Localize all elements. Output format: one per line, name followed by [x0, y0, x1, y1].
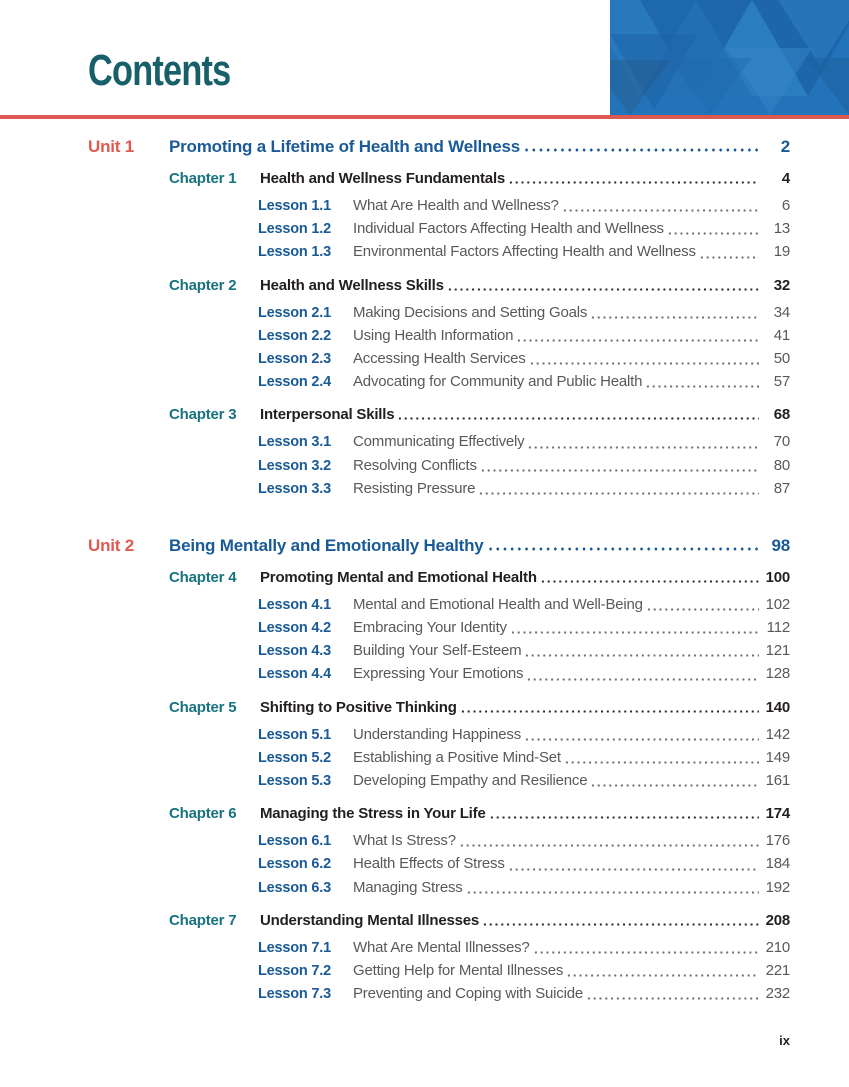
lesson-entry-page-number: 50 [773, 349, 790, 367]
lesson-entry-title: What Are Mental Illnesses? [353, 938, 530, 956]
lesson-entry-title: Mental and Emotional Health and Well-Being [353, 595, 643, 613]
unit-entry-page-number: 2 [780, 137, 790, 156]
lesson-entry-title: Getting Help for Mental Illnesses [353, 961, 564, 979]
lesson-entry-page-number: 13 [773, 220, 790, 238]
chapter-entry-title: Promoting Mental and Emotional Health [260, 568, 537, 586]
dot-leader [459, 829, 759, 852]
lesson-entry-label: Lesson 1.3 [258, 244, 331, 261]
lesson-entry-page-number: 41 [773, 326, 790, 344]
dot-leader [586, 982, 759, 1005]
lesson-entry [88, 194, 790, 217]
lesson-entry [88, 370, 790, 393]
lesson-entry-title: Individual Factors Affecting Health and Wellness [353, 220, 664, 238]
lesson-entry-label: Lesson 5.1 [258, 726, 331, 743]
dot-leader [460, 698, 759, 718]
lesson-entry-title: Preventing and Coping with Suicide [353, 985, 584, 1003]
triangle-mosaic-svg [610, 0, 849, 115]
dot-leader [524, 639, 759, 662]
chapter-entry-page-number: 208 [765, 911, 790, 929]
lesson-entry-title: Understanding Happiness [353, 725, 522, 743]
lesson-entry-label: Lesson 1.2 [258, 221, 331, 238]
chapter-entry-label: Chapter 5 [169, 698, 237, 716]
chapter-entry-title: Health and Wellness Skills [260, 276, 444, 294]
lesson-entry-title: Environmental Factors Affecting Health and Wellness [353, 243, 696, 261]
lesson-entry-title: What Is Stress? [353, 832, 456, 850]
chapter-block [88, 698, 790, 793]
chapter-block [88, 405, 790, 500]
dot-leader [447, 276, 759, 296]
lesson-entry-label: Lesson 4.4 [258, 666, 331, 683]
dot-leader [646, 593, 759, 616]
chapter-entry [88, 405, 790, 425]
lesson-entry-page-number: 221 [765, 961, 790, 979]
lesson-entry-label: Lesson 7.2 [258, 962, 331, 979]
lesson-entry [88, 477, 790, 500]
chapter-entry-title: Understanding Mental Illnesses [260, 911, 480, 929]
lesson-entry [88, 936, 790, 959]
lesson-entry-page-number: 184 [765, 855, 790, 873]
dot-leader [667, 217, 759, 240]
lesson-entry-label: Lesson 3.1 [258, 434, 331, 451]
lesson-entry [88, 217, 790, 240]
chapter-entry [88, 169, 790, 189]
lesson-entry-page-number: 149 [765, 748, 790, 766]
chapter-entry-title: Interpersonal Skills [260, 406, 395, 424]
lesson-entry [88, 723, 790, 746]
unit-entry [88, 137, 790, 157]
dot-leader [516, 324, 759, 347]
lesson-entry-page-number: 232 [765, 985, 790, 1003]
lesson-entry [88, 746, 790, 769]
lesson-entry-page-number: 176 [765, 832, 790, 850]
table-of-contents [88, 137, 790, 1005]
lesson-entry-page-number: 112 [766, 619, 790, 637]
lesson-entry-title: Resisting Pressure [353, 479, 476, 497]
chapter-entry-label: Chapter 2 [169, 276, 237, 294]
unit-entry-title: Being Mentally and Emotionally Healthy [169, 535, 484, 555]
unit-entry-title: Promoting a Lifetime of Health and Wellness [169, 137, 520, 156]
lesson-entry [88, 662, 790, 685]
lesson-entry-page-number: 121 [765, 642, 790, 660]
chapter-entry-label: Chapter 4 [169, 568, 237, 586]
lesson-entry-page-number: 102 [765, 595, 790, 613]
dot-leader [508, 852, 759, 875]
dot-leader [524, 723, 759, 746]
page-title: Contents [88, 46, 231, 95]
lesson-entry [88, 959, 790, 982]
dot-leader [540, 568, 759, 588]
lesson-entry [88, 829, 790, 852]
lesson-entry-page-number: 192 [765, 878, 790, 896]
dot-leader [590, 769, 759, 792]
lesson-entry-title: Embracing Your Identity [353, 619, 507, 637]
lesson-entry-page-number: 70 [773, 433, 790, 451]
chapter-block [88, 804, 790, 899]
dot-leader [478, 477, 759, 500]
chapter-entry-label: Chapter 6 [169, 805, 237, 823]
lesson-entry-label: Lesson 7.3 [258, 986, 331, 1003]
lesson-entry-title: Building Your Self-Esteem [353, 642, 522, 660]
lesson-entry-label: Lesson 4.3 [258, 643, 331, 660]
lesson-entry-title: Developing Empathy and Resilience [353, 772, 588, 789]
chapter-entry-page-number: 32 [773, 276, 790, 294]
dot-leader [564, 746, 759, 769]
lesson-entry [88, 639, 790, 662]
lesson-entry [88, 454, 790, 477]
lesson-entry-label: Lesson 4.1 [258, 596, 331, 613]
lesson-entry [88, 769, 790, 792]
lesson-entry-page-number: 128 [765, 665, 790, 683]
lesson-entry [88, 616, 790, 639]
lesson-entry-title: Communicating Effectively [353, 433, 525, 451]
lesson-entry-label: Lesson 1.1 [258, 198, 331, 214]
dot-leader [645, 370, 759, 393]
dot-leader [397, 405, 759, 425]
chapter-entry-label: Chapter 3 [169, 406, 237, 424]
lesson-entry-title: Accessing Health Services [353, 349, 526, 367]
chapter-block [88, 169, 790, 264]
unit-section [88, 536, 790, 1005]
lesson-entry-label: Lesson 3.3 [258, 480, 331, 497]
chapter-entry [88, 804, 790, 824]
dot-leader [523, 137, 759, 157]
dot-leader [487, 536, 759, 556]
lesson-entry [88, 852, 790, 875]
lesson-entry-title: Advocating for Community and Public Health [353, 373, 643, 391]
lesson-entry-page-number: 6 [781, 197, 790, 214]
lesson-entry-title: Managing Stress [353, 878, 463, 896]
chapter-entry [88, 698, 790, 718]
lesson-entry [88, 430, 790, 453]
dot-leader [482, 911, 759, 931]
lesson-entry [88, 982, 790, 1005]
lesson-entry-label: Lesson 6.2 [258, 856, 331, 873]
lesson-entry-page-number: 87 [773, 479, 790, 497]
chapter-entry-page-number: 100 [765, 568, 790, 586]
lesson-entry-page-number: 19 [773, 243, 790, 261]
dot-leader [489, 804, 759, 824]
lesson-entry [88, 324, 790, 347]
lesson-entry-page-number: 210 [765, 938, 790, 956]
lesson-entry [88, 876, 790, 899]
chapter-entry-title: Health and Wellness Fundamentals [260, 170, 506, 187]
lesson-entry [88, 593, 790, 616]
dot-leader [510, 616, 759, 639]
lesson-entry-page-number: 142 [765, 725, 790, 743]
lesson-entry-label: Lesson 5.3 [258, 773, 331, 789]
lesson-entry-label: Lesson 2.4 [258, 374, 331, 391]
chapter-block [88, 911, 790, 1006]
chapter-entry-page-number: 68 [773, 406, 790, 424]
unit-section [88, 137, 790, 500]
lesson-entry-page-number: 161 [765, 772, 790, 789]
folio-page-number: ix [779, 1033, 790, 1048]
dot-leader [699, 240, 759, 263]
dot-leader [590, 301, 759, 324]
triangle-mosaic-graphic [610, 0, 849, 115]
lesson-entry-label: Lesson 6.1 [258, 833, 331, 850]
chapter-entry-label: Chapter 7 [169, 911, 237, 929]
lesson-entry [88, 301, 790, 324]
chapter-block [88, 568, 790, 686]
dot-leader [527, 430, 759, 453]
lesson-entry-page-number: 57 [773, 373, 790, 391]
chapter-entry-title: Shifting to Positive Thinking [260, 698, 457, 716]
chapter-entry [88, 568, 790, 588]
lesson-entry-label: Lesson 2.1 [258, 304, 331, 321]
lesson-entry-title: Resolving Conflicts [353, 456, 477, 474]
chapter-entry-label: Chapter 1 [169, 170, 237, 187]
lesson-entry-title: Health Effects of Stress [353, 855, 505, 873]
lesson-entry-label: Lesson 4.2 [258, 620, 331, 637]
lesson-entry-label: Lesson 3.2 [258, 457, 331, 474]
lesson-entry-title: Making Decisions and Setting Goals [353, 303, 588, 321]
dot-leader [508, 169, 759, 189]
lesson-entry-label: Lesson 7.1 [258, 939, 331, 956]
lesson-entry-page-number: 34 [773, 303, 790, 321]
dot-leader [529, 347, 759, 370]
dot-leader [533, 936, 759, 959]
lesson-entry [88, 347, 790, 370]
lesson-entry-title: Using Health Information [353, 326, 514, 344]
lesson-entry-title: Expressing Your Emotions [353, 665, 524, 683]
chapter-entry-title: Managing the Stress in Your Life [260, 805, 486, 823]
lesson-entry-label: Lesson 6.3 [258, 879, 331, 896]
dot-leader [466, 876, 759, 899]
unit-entry-page-number: 98 [771, 535, 790, 555]
dot-leader [566, 959, 759, 982]
lesson-entry-title: Establishing a Positive Mind-Set [353, 748, 561, 766]
lesson-entry-title: What Are Health and Wellness? [353, 197, 559, 214]
unit-entry-label: Unit 2 [88, 535, 135, 555]
dot-leader [562, 194, 759, 217]
unit-entry-label: Unit 1 [88, 137, 135, 156]
unit-entry [88, 536, 790, 556]
lesson-entry [88, 240, 790, 263]
chapter-entry-page-number: 174 [765, 805, 790, 823]
chapter-entry-page-number: 140 [765, 698, 790, 716]
dot-leader [526, 662, 759, 685]
chapter-entry [88, 276, 790, 296]
red-divider-rule [0, 115, 849, 119]
lesson-entry-label: Lesson 2.3 [258, 350, 331, 367]
chapter-block [88, 276, 790, 394]
chapter-entry-page-number: 4 [781, 170, 790, 187]
lesson-entry-label: Lesson 5.2 [258, 749, 331, 766]
lesson-entry-label: Lesson 2.2 [258, 327, 331, 344]
lesson-entry-page-number: 80 [773, 456, 790, 474]
dot-leader [480, 454, 759, 477]
chapter-entry [88, 911, 790, 931]
